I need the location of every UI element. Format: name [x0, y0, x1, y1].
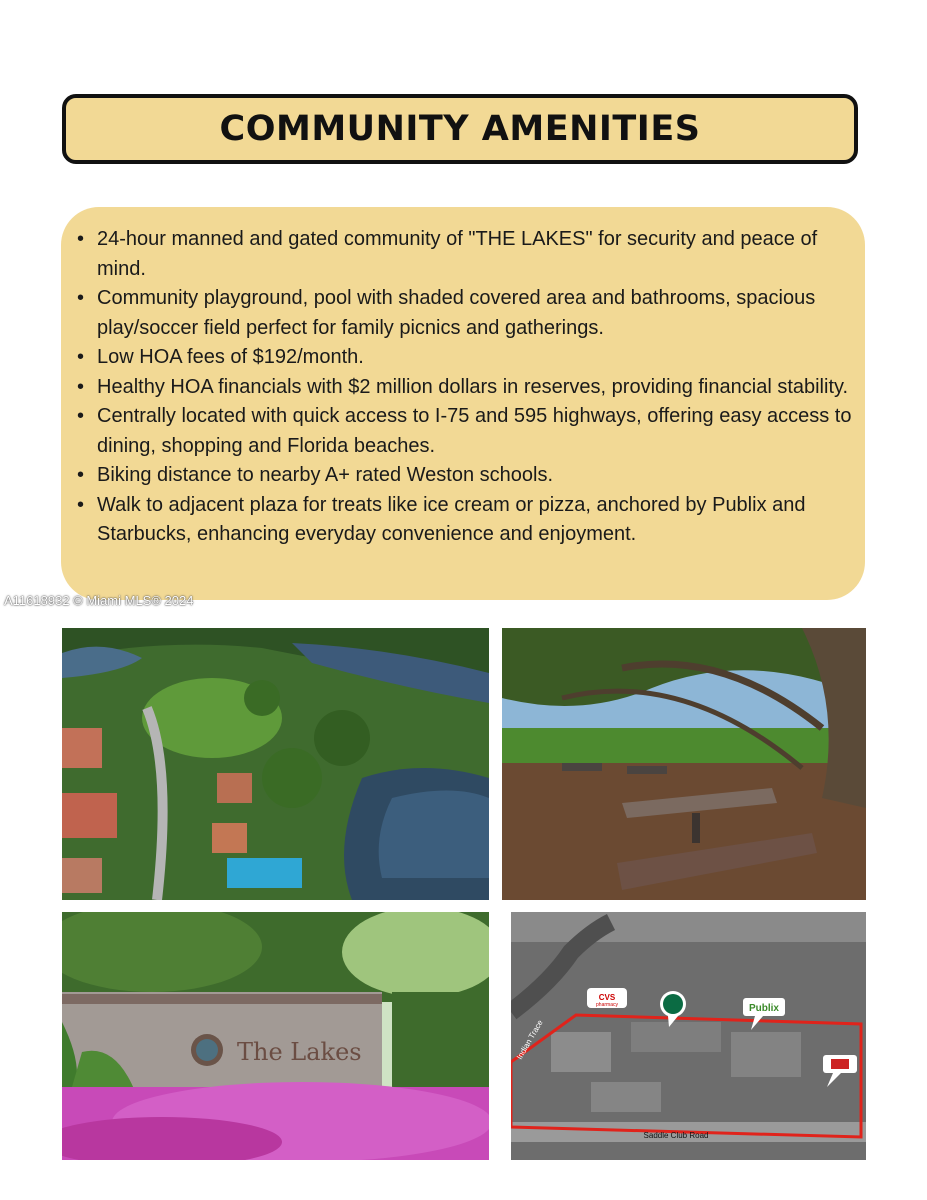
svg-text:pharmacy: pharmacy	[596, 1002, 618, 1008]
list-item-text: Healthy HOA financials with $2 million dollars in reserves, providing financial stability.	[97, 375, 849, 398]
amenities-list	[77, 225, 859, 550]
list-item	[77, 225, 859, 284]
title-banner	[62, 94, 858, 164]
aerial-community-photo	[62, 628, 489, 900]
list-item	[77, 373, 859, 403]
list-item-text: Centrally located with quick access to I-75 and 595 highways, offering easy access to dining, shopping and Florida beaches.	[97, 405, 852, 457]
road-label-bottom: Saddle Club Road	[643, 1131, 709, 1140]
picnic-area-photo	[502, 628, 866, 900]
plaza-map-photo	[511, 912, 866, 1160]
sign-text: The Lakes	[237, 1038, 362, 1066]
bullet-icon: •	[77, 375, 85, 398]
list-item	[77, 461, 859, 491]
list-item-text: Biking distance to nearby A+ rated Weston schools.	[97, 464, 554, 486]
list-item-text: Walk to adjacent plaza for treats like ice cream or pizza, anchored by Publix and Starbucks, enhancing everyday convenience and enjoyment.	[97, 493, 806, 545]
amenities-panel	[61, 207, 865, 600]
bullet-icon: •	[77, 464, 85, 486]
bullet-icon: •	[77, 287, 85, 309]
list-item-text: Community playground, pool with shaded covered area and bathrooms, spacious play/soccer field perfect for family picnics and gatherings.	[97, 287, 816, 339]
entrance-sign-photo	[62, 912, 489, 1160]
list-item-text: 24-hour manned and gated community of "THE LAKES" for security and peace of mind.	[97, 228, 818, 280]
bullet-icon: •	[77, 493, 85, 516]
road-label-left: Indian Trace	[514, 1018, 545, 1061]
svg-text:Publix: Publix	[748, 1003, 780, 1014]
bullet-icon: •	[77, 346, 85, 368]
bullet-icon: •	[77, 228, 85, 250]
list-item	[77, 402, 859, 461]
bullet-icon: •	[77, 405, 85, 427]
mls-watermark: A11618932 © Miami MLS® 2024	[4, 593, 194, 608]
cvs-marker-icon	[587, 988, 627, 1008]
page-title: COMMUNITY AMENITIES	[219, 109, 701, 149]
list-item	[77, 284, 859, 343]
list-item	[77, 491, 859, 550]
svg-text:CVS: CVS	[598, 993, 616, 1002]
list-item	[77, 343, 859, 373]
list-item-text: Low HOA fees of $192/month.	[97, 346, 364, 368]
